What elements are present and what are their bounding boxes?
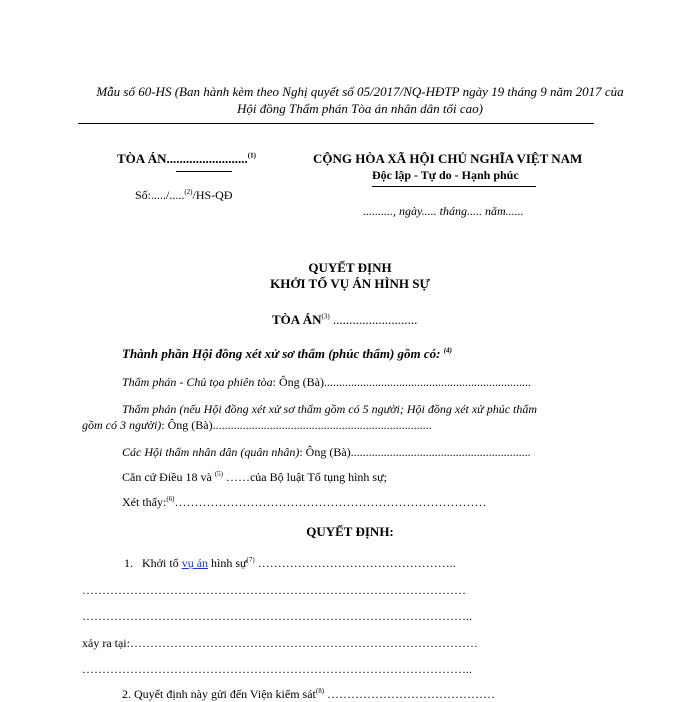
vu-an-link[interactable]: vụ án [181,556,209,570]
item-1-number: 1. [124,556,133,570]
court-name [117,151,256,167]
presiding-judge-label: Thẩm phán - Chủ tọa phiên tòa [122,375,273,389]
item-1-footnote-ref: (7) [246,556,255,564]
considering-label: Xét thấy: [122,495,167,509]
court-underline [176,171,232,172]
item-2-footnote-ref: (8) [315,687,325,695]
considering-line [122,495,487,510]
presiding-judge-blank: : Ông (Bà)..................................................................... [272,375,531,389]
issuing-court-blank: .......................... [329,312,418,327]
national-title: CỘNG HÒA XÃ HỘI CHỦ NGHĨA VIỆT NAM [313,151,583,166]
dotted-line-1: …………………………………………………………………………………… [82,583,466,597]
dotted-line-3: …………………………………………………………………………………….. [82,662,472,676]
decision-number [135,188,233,203]
considering-blank: …………………………………………………………………… [174,495,487,509]
item-1-prefix: Khởi tố [142,556,182,570]
presiding-judge-line [122,375,531,390]
item-1-blank: ………………………………………….. [254,556,456,570]
legal-basis-line [122,470,387,485]
judge-line-2-italic: gồm có 3 người) [82,418,162,432]
judge-line-1: Thẩm phán (nếu Hội đồng xét xử sơ thẩm gồm có 5 người; Hội đồng xét xử phúc thẩm [122,402,538,416]
occurred-at-blank: …………………………………………………………………………… [129,636,478,650]
document-subtitle: KHỞI TỐ VỤ ÁN HÌNH SỰ [270,276,430,291]
basis-footnote-ref: (5) [214,470,223,478]
court-footnote-ref: (1) [247,151,256,160]
assessors-line [122,445,531,460]
item-2-blank: …………………………………… [324,687,496,701]
occurred-at-line [82,636,478,651]
item-1-line [124,556,456,571]
decision-number-text: Số:...../..... [135,188,185,202]
panel-heading-text: Thành phần Hội đồng xét xử sơ thẩm (phúc thẩm) gồm có: [122,346,441,361]
motto-underline [372,186,536,187]
header-divider [78,123,594,124]
issuer-footnote-ref: (3) [321,312,330,321]
considering-footnote-ref: (6) [166,495,175,503]
panel-footnote-ref: (4) [443,346,452,355]
number-footnote-ref: (2) [184,188,193,196]
form-reference-line-1: Mẫu số 60-HS (Ban hành kèm theo Nghị quyết số 05/2017/NQ-HĐTP ngày 19 tháng 9 năm 2017 của [96,84,624,99]
assessors-label: Các Hội thẩm nhân dân (quân nhân) [122,445,300,459]
legal-basis-suffix: ……của Bộ luật Tố tụng hình sự; [222,470,387,484]
item-2-text: 2. Quyết định này gửi đến Viện kiểm sát [122,687,316,701]
judge-line-2 [82,418,432,433]
dotted-line-2: …………………………………………………………………………………….. [82,609,472,623]
court-name-text: TÒA ÁN......................... [117,151,248,166]
issuing-court [272,312,417,328]
national-motto: Độc lập - Tự do - Hạnh phúc [372,168,519,182]
assessors-blank: : Ông (Bà)............................................................ [299,445,531,459]
item-1-mid: hình sự [208,556,247,570]
form-reference-line-2: Hội đồng Thẩm phán Tòa án nhân dân tối cao) [237,101,483,116]
document-title: QUYẾT ĐỊNH [308,260,392,275]
panel-heading [122,346,452,362]
occurred-at-label: xảy ra tại: [82,636,130,650]
legal-basis-prefix: Căn cứ Điều 18 và [122,470,212,484]
decision-number-suffix: /HS-QĐ [192,188,233,202]
issuing-court-label: TÒA ÁN [272,312,322,327]
judge-blank: : Ông (Bà)......................................................................... [161,418,432,432]
dateline: .........., ngày..... tháng..... năm...... [363,204,524,218]
decision-heading: QUYẾT ĐỊNH: [306,524,394,539]
